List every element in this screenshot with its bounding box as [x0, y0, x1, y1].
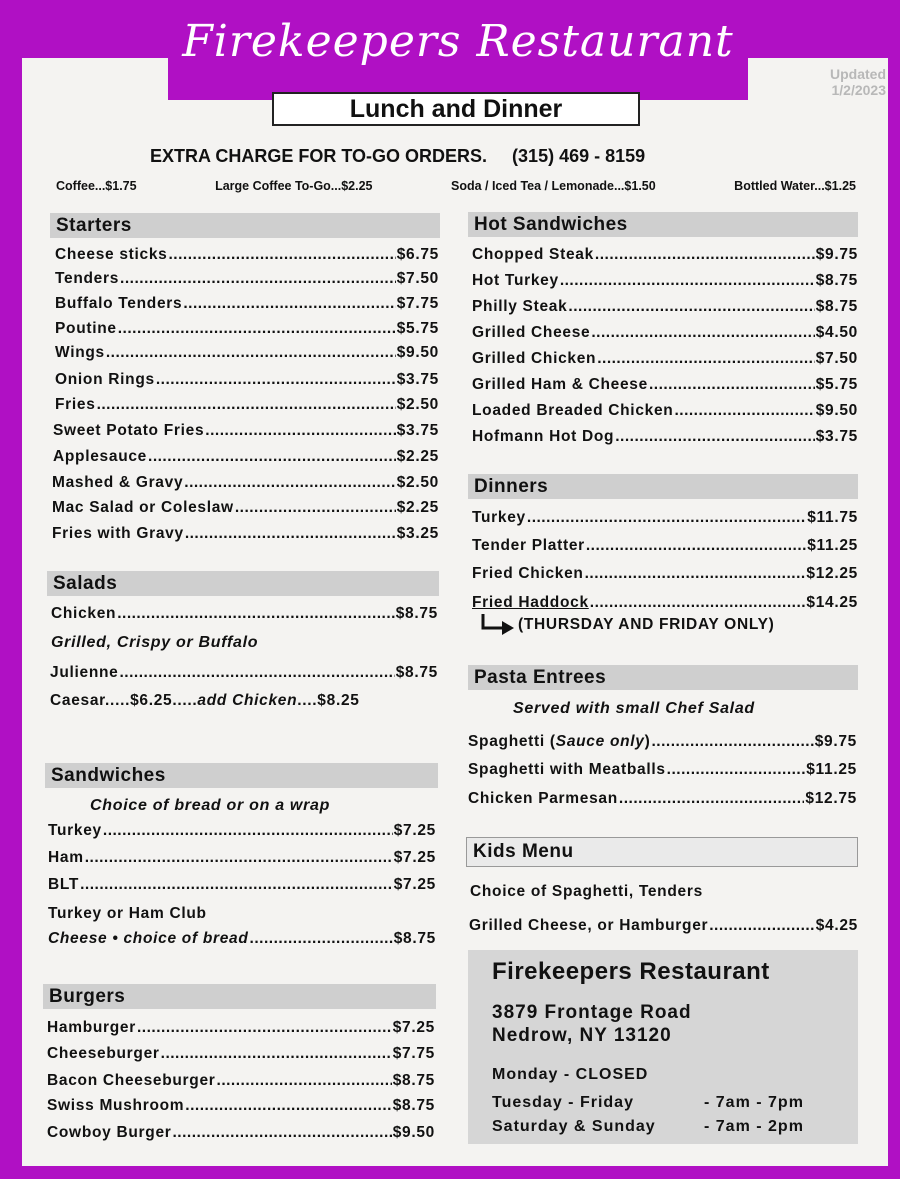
address-line2: Nedrow, NY 13120 [492, 1025, 672, 1046]
item-name: Cheeseburger [47, 1045, 160, 1062]
beverage-coffee: Coffee...$1.75 [56, 179, 137, 193]
menu-item [469, 915, 858, 937]
pasta-note: Served with small Chef Salad [513, 700, 755, 717]
item-price: $2.25 [396, 448, 439, 465]
item-price: $11.75 [807, 509, 858, 526]
dinners-header: Dinners [468, 474, 858, 499]
item-name: Chopped Steak [472, 246, 594, 263]
item-price: $2.50 [396, 396, 439, 413]
item-price: $7.50 [396, 270, 439, 287]
item-price: $9.50 [392, 1124, 435, 1141]
item-name: Hofmann Hot Dog [472, 428, 615, 445]
beverage-line [56, 179, 856, 193]
item-price: $5.75 [396, 320, 439, 337]
caesar-name: Caesar.....$6.25..... [50, 692, 198, 709]
address-line1: 3879 Frontage Road [492, 1002, 692, 1023]
menu-item [472, 374, 858, 396]
item-price: $3.75 [396, 371, 439, 388]
item-name: Cowboy Burger [47, 1124, 172, 1141]
club-sandwich-line1: Turkey or Ham Club [48, 905, 207, 922]
menu-item [48, 820, 436, 842]
burgers-header: Burgers [43, 984, 436, 1009]
item-name: Cheese sticks [55, 246, 168, 263]
item-name: Tenders [55, 270, 120, 287]
item-price: $3.75 [815, 428, 858, 445]
item-name: Wings [55, 344, 105, 361]
item-name: Grilled Ham & Cheese [472, 376, 648, 393]
item-price: $9.75 [815, 246, 858, 263]
menu-item [47, 1095, 435, 1117]
item-price: $4.50 [815, 324, 858, 341]
chicken-salad-note: Grilled, Crispy or Buffalo [51, 634, 259, 651]
updated-date [806, 66, 886, 98]
item-name: Tender Platter [472, 537, 585, 554]
sauce-only-label: Sauce only [555, 733, 645, 750]
menu-item [472, 270, 858, 292]
item-price: $9.75 [814, 733, 857, 750]
item-name: Grilled Cheese, or Hamburger [469, 917, 709, 934]
item-name: Mashed & Gravy [52, 474, 184, 491]
item-name: Poutine [55, 320, 117, 337]
item-name: Fried Chicken [472, 565, 584, 582]
item-name: Mac Salad or Coleslaw [52, 499, 234, 516]
menu-item [472, 244, 858, 266]
item-price: $7.25 [393, 849, 436, 866]
menu-item [55, 342, 439, 364]
menu-item [472, 400, 858, 422]
item-name: Spaghetti with Meatballs [468, 761, 666, 778]
menu-subtitle: Lunch and Dinner [272, 92, 640, 126]
to-go-notice [150, 146, 645, 167]
item-name: Grilled Cheese [472, 324, 591, 341]
menu-item [472, 426, 858, 448]
item-name [468, 731, 651, 753]
item-name: Fries with Gravy [52, 525, 184, 542]
item-price: $8.75 [395, 664, 438, 681]
kids-menu-line1: Choice of Spaghetti, Tenders [470, 883, 703, 900]
menu-item [48, 847, 436, 869]
turn-arrow-icon [480, 612, 518, 638]
beverage-large-coffee: Large Coffee To-Go...$2.25 [215, 179, 373, 193]
item-price: $3.75 [396, 422, 439, 439]
caesar-salad-item [50, 692, 360, 710]
item-name: Philly Steak [472, 298, 568, 315]
menu-item [51, 603, 438, 625]
haddock-availability: (THURSDAY AND FRIDAY ONLY) [518, 616, 775, 633]
menu-item [47, 1017, 435, 1039]
menu-item [47, 1070, 435, 1092]
menu-item [472, 563, 858, 585]
item-name: Buffalo Tenders [55, 295, 183, 312]
item-price: $5.75 [815, 376, 858, 393]
spaghetti-label: Spaghetti ( [468, 733, 556, 750]
hours-weekend-days: Saturday & Sunday [492, 1118, 656, 1135]
sandwiches-note: Choice of bread or on a wrap [90, 797, 331, 814]
menu-item [472, 322, 858, 344]
item-name: Julienne [50, 664, 119, 681]
menu-item [48, 874, 436, 896]
menu-item [468, 759, 857, 781]
item-name: Sweet Potato Fries [53, 422, 205, 439]
item-name: Applesauce [53, 448, 148, 465]
info-restaurant-name: Firekeepers Restaurant [492, 958, 770, 985]
menu-item [47, 1043, 435, 1065]
menu-item [472, 592, 858, 614]
menu-item [52, 472, 439, 494]
menu-item [55, 394, 439, 416]
item-name: Turkey [48, 822, 102, 839]
restaurant-title: Firekeepers Restaurant [182, 16, 734, 67]
caesar-addon-price: ....$8.25 [297, 692, 360, 709]
item-price: $2.25 [396, 499, 439, 516]
item-name: Ham [48, 849, 84, 866]
item-name: Hot Turkey [472, 272, 559, 289]
item-name: Turkey [472, 509, 526, 526]
updated-value: 1/2/2023 [831, 82, 886, 98]
updated-label: Updated [830, 66, 886, 82]
beverage-water: Bottled Water...$1.25 [734, 179, 856, 193]
menu-item [468, 788, 857, 810]
item-price: $8.75 [392, 1097, 435, 1114]
item-name: Loaded Breaded Chicken [472, 402, 674, 419]
item-price: $11.25 [807, 537, 858, 554]
item-price: $2.50 [396, 474, 439, 491]
beverage-soda: Soda / Iced Tea / Lemonade...$1.50 [450, 179, 656, 193]
menu-item [468, 731, 857, 753]
item-price: $7.25 [393, 876, 436, 893]
item-price: $7.50 [815, 350, 858, 367]
item-price: $7.75 [396, 295, 439, 312]
item-name: Chicken [51, 605, 117, 622]
item-price: $12.25 [806, 565, 858, 582]
spaghetti-close: ) [644, 733, 651, 750]
item-name: Hamburger [47, 1019, 136, 1036]
menu-item [50, 662, 438, 684]
menu-item [52, 523, 439, 545]
menu-item [53, 446, 439, 468]
item-price: $8.75 [392, 1072, 435, 1089]
menu-item [55, 293, 439, 315]
item-price: $14.25 [806, 594, 858, 611]
item-price: $9.50 [396, 344, 439, 361]
item-name: Bacon Cheeseburger [47, 1072, 216, 1089]
to-go-charge-text: EXTRA CHARGE FOR TO-GO ORDERS. [150, 146, 488, 166]
phone-number: (315) 469 - 8159 [512, 146, 646, 166]
haddock-note [480, 612, 840, 638]
menu-item [472, 296, 858, 318]
menu-item [472, 507, 858, 529]
item-price: $7.25 [392, 1019, 435, 1036]
item-name: Swiss Mushroom [47, 1097, 185, 1114]
item-name: Chicken Parmesan [468, 790, 618, 807]
item-price: $9.50 [815, 402, 858, 419]
item-price: $7.75 [392, 1045, 435, 1062]
item-price: $8.75 [395, 605, 438, 622]
menu-item [55, 244, 439, 266]
menu-item [47, 1122, 435, 1144]
item-name: BLT [48, 876, 80, 893]
hot-sandwiches-header: Hot Sandwiches [468, 212, 858, 237]
item-price: $3.25 [396, 525, 439, 542]
item-price: $12.75 [805, 790, 857, 807]
item-name: Fried Haddock [472, 594, 589, 611]
starters-header: Starters [50, 213, 440, 238]
item-name: Fries [55, 396, 96, 413]
menu-item [55, 369, 439, 391]
restaurant-info-box [468, 950, 858, 1144]
menu-item [472, 535, 858, 557]
kids-menu-header: Kids Menu [466, 837, 858, 867]
item-price: $6.75 [396, 246, 439, 263]
item-price: $4.25 [815, 917, 858, 934]
hours-monday: Monday - CLOSED [492, 1066, 649, 1083]
item-price: $7.25 [393, 822, 436, 839]
item-price: $8.75 [393, 930, 436, 947]
menu-item [55, 318, 439, 340]
hours-weekend-times: - 7am - 2pm [704, 1118, 804, 1135]
menu-item [53, 420, 439, 442]
salads-header: Salads [47, 571, 439, 596]
item-name: Onion Rings [55, 371, 155, 388]
menu-item [52, 497, 439, 519]
sandwiches-header: Sandwiches [45, 763, 438, 788]
item-name: Cheese • choice of bread [48, 930, 249, 947]
menu-item [48, 928, 436, 950]
menu-item [55, 268, 439, 290]
item-name: Grilled Chicken [472, 350, 597, 367]
hours-weekday-times: - 7am - 7pm [704, 1094, 804, 1111]
item-price: $8.75 [815, 298, 858, 315]
menu-item [472, 348, 858, 370]
caesar-addon: add Chicken [197, 692, 298, 709]
pasta-header: Pasta Entrees [468, 665, 858, 690]
item-price: $11.25 [806, 761, 857, 778]
item-price: $8.75 [815, 272, 858, 289]
hours-weekday-days: Tuesday - Friday [492, 1094, 634, 1111]
